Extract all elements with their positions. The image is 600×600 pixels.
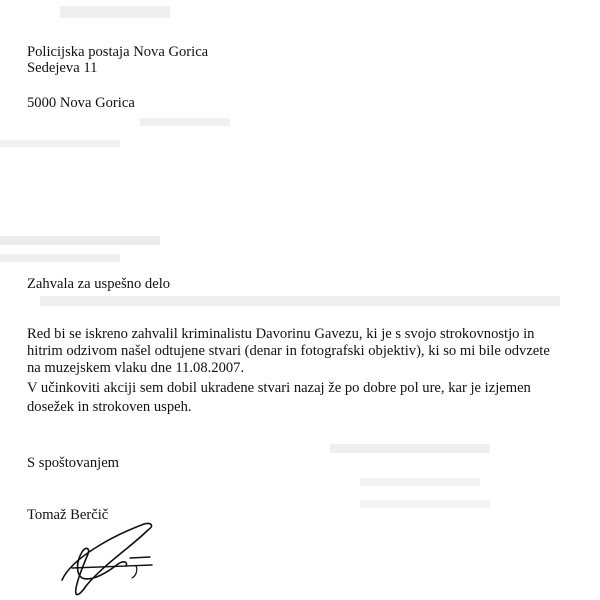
sender-city: 5000 Nova Gorica xyxy=(27,95,135,111)
body-line: hitrim odzivom našel odtujene stvari (denar in fotografski objektiv), ki so mi bile odvzete xyxy=(27,343,550,359)
closing-salutation: S spoštovanjem xyxy=(27,455,120,471)
subject-line: Zahvala za uspešno delo xyxy=(27,276,171,292)
body-line: na muzejskem vlaku dne 11.08.2007. xyxy=(27,360,245,376)
body-line: V učinkoviti akciji sem dobil ukradene stvari nazaj že po dobre pol ure, kar je izjemen xyxy=(27,380,531,396)
body-line: dosežek in strokoven uspeh. xyxy=(27,399,192,415)
handwritten-signature xyxy=(52,518,192,598)
signatory-name: Tomaž Berčič xyxy=(27,507,109,523)
sender-name: Policijska postaja Nova Gorica xyxy=(27,44,209,60)
sender-street: Sedejeva 11 xyxy=(27,60,98,76)
body-line: Red bi se iskreno zahvalil kriminalistu Davorinu Gavezu, ki je s svojo strokovnostjo in xyxy=(27,326,535,342)
